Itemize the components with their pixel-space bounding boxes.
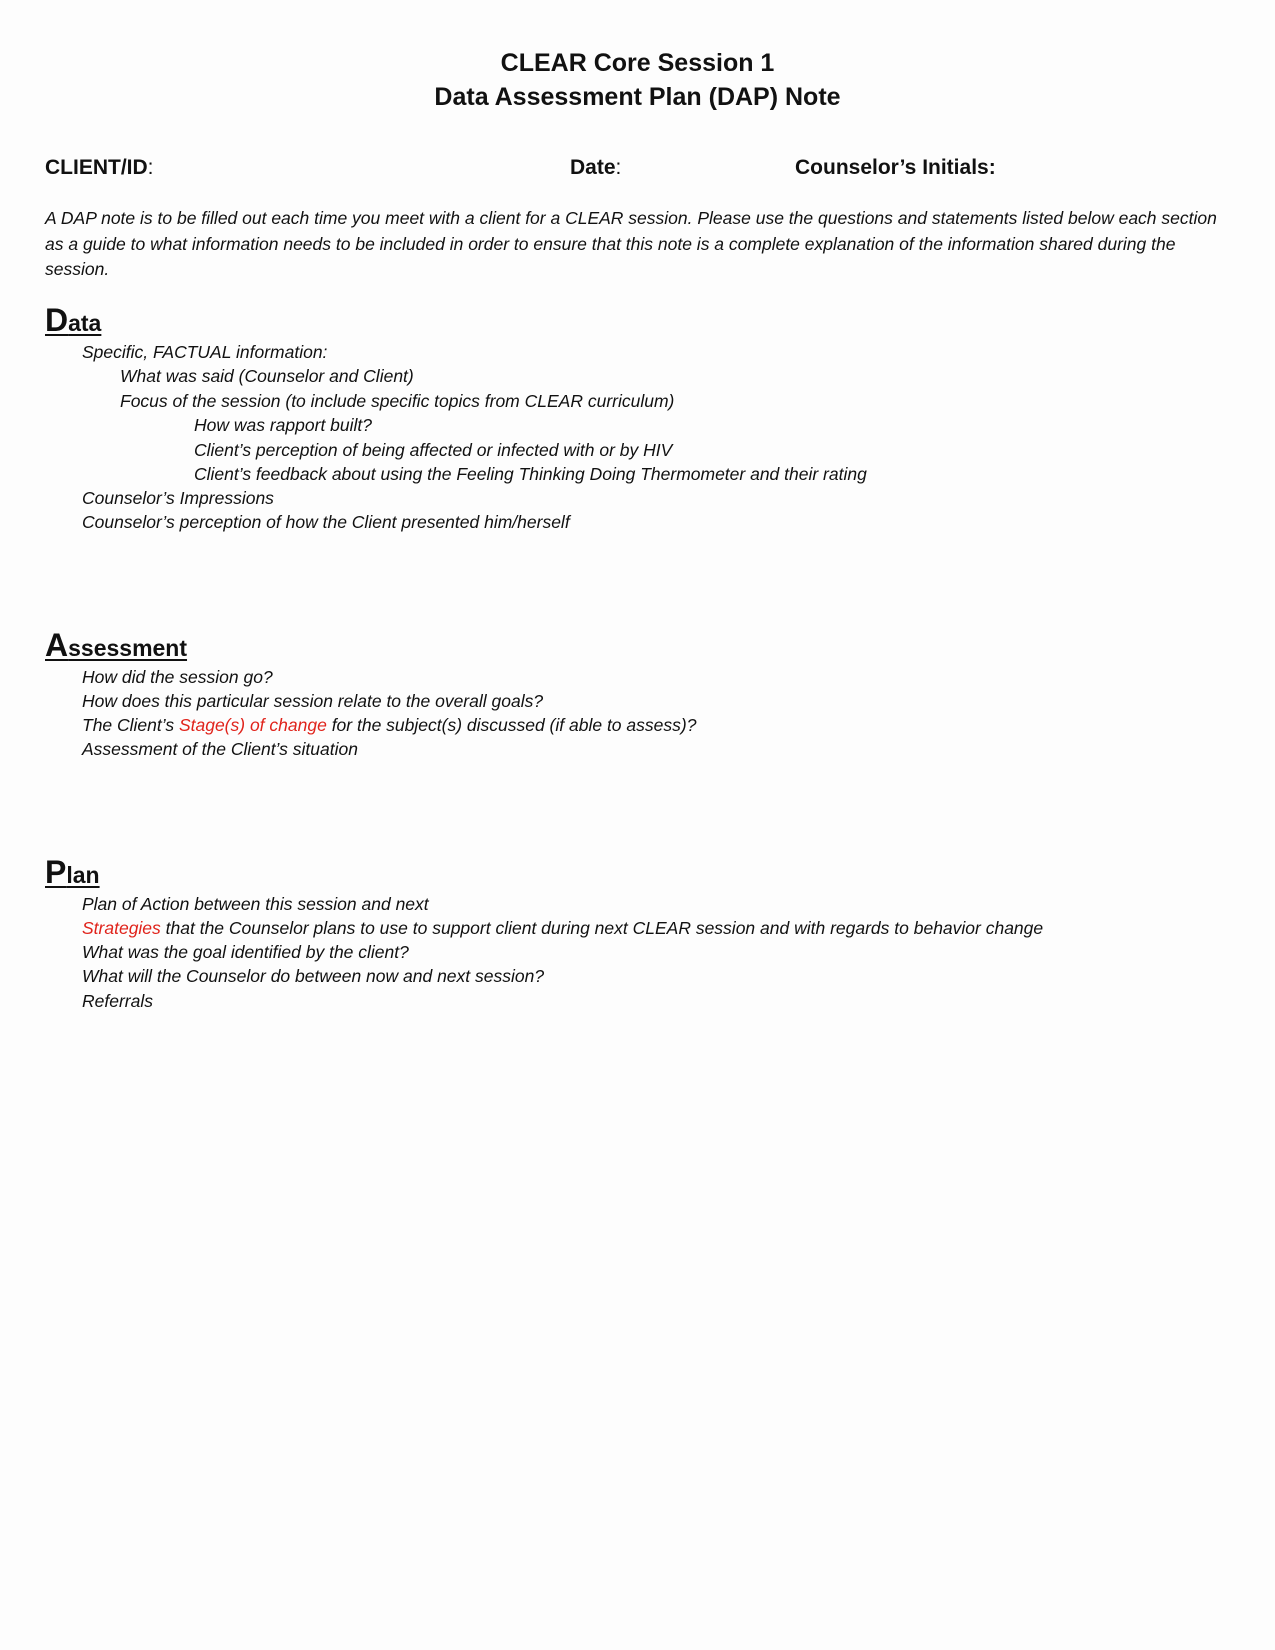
data-item-perception-hiv: Client’s perception of being affected or infected with or by HIV bbox=[194, 440, 673, 460]
date-field[interactable] bbox=[570, 156, 621, 180]
plan-heading-initial: P bbox=[45, 854, 67, 890]
plan-item-action: Plan of Action between this session and next bbox=[82, 894, 429, 914]
client-id-label: CLIENT/ID bbox=[45, 156, 148, 179]
assessment-heading-rest: ssessment bbox=[68, 635, 188, 661]
counselor-initials-field[interactable] bbox=[795, 156, 996, 180]
data-item-presentation: Counselor’s perception of how the Client presented him/herself bbox=[82, 512, 570, 532]
assessment-item-stage-of-change bbox=[82, 713, 696, 738]
document-title bbox=[0, 46, 1275, 114]
data-item-factual: Specific, FACTUAL information: bbox=[82, 342, 328, 362]
data-heading-rest: ata bbox=[68, 310, 102, 336]
stage-of-change-highlight: Stage(s) of change bbox=[178, 715, 327, 735]
plan-item-goal: What was the goal identified by the client? bbox=[82, 942, 409, 962]
date-colon: : bbox=[615, 156, 622, 179]
data-item-thermometer: Client’s feedback about using the Feeling Thinking Doing Thermometer and their rating bbox=[194, 464, 867, 484]
strategies-item-after: that the Counselor plans to use to support client during next CLEAR session and with regards to behavior change bbox=[160, 918, 1044, 938]
stage-item-after: for the subject(s) discussed (if able to assess)? bbox=[326, 715, 697, 735]
plan-item-referrals: Referrals bbox=[82, 991, 153, 1011]
assessment-item-goals: How does this particular session relate to the overall goals? bbox=[82, 691, 544, 711]
assessment-item-session-go: How did the session go? bbox=[82, 667, 273, 687]
plan-item-counselor-do: What will the Counselor do between now and next session? bbox=[82, 966, 545, 986]
counselor-initials-label: Counselor’s Initials: bbox=[795, 156, 996, 179]
data-item-focus: Focus of the session (to include specific topics from CLEAR curriculum) bbox=[120, 391, 675, 411]
plan-heading bbox=[45, 854, 100, 891]
title-line-1: CLEAR Core Session 1 bbox=[500, 49, 775, 77]
client-id-field[interactable] bbox=[45, 156, 154, 180]
data-heading-initial: D bbox=[45, 302, 69, 338]
data-item-impressions: Counselor’s Impressions bbox=[82, 488, 274, 508]
data-item-rapport: How was rapport built? bbox=[194, 415, 372, 435]
intro-paragraph: A DAP note is to be filled out each time you meet with a client for a CLEAR session. Please use the questions and statements listed below each section as a guide to what information needs to be included in order to ensure that this note is a complete explanation of the information shared during the session. bbox=[45, 208, 1217, 279]
date-label: Date bbox=[570, 156, 616, 179]
data-heading bbox=[45, 302, 101, 339]
assessment-heading bbox=[45, 627, 187, 664]
data-item-what-was-said: What was said (Counselor and Client) bbox=[120, 366, 414, 386]
plan-heading-rest: lan bbox=[66, 862, 100, 888]
stage-item-before: The Client’s bbox=[82, 715, 179, 735]
assessment-heading-initial: A bbox=[45, 627, 69, 663]
strategies-highlight: Strategies bbox=[82, 918, 161, 938]
title-line-2: Data Assessment Plan (DAP) Note bbox=[434, 83, 841, 111]
plan-item-strategies bbox=[82, 916, 1043, 941]
client-id-colon: : bbox=[147, 156, 154, 179]
header-fields bbox=[45, 156, 1225, 186]
assessment-item-situation: Assessment of the Client’s situation bbox=[82, 739, 358, 759]
